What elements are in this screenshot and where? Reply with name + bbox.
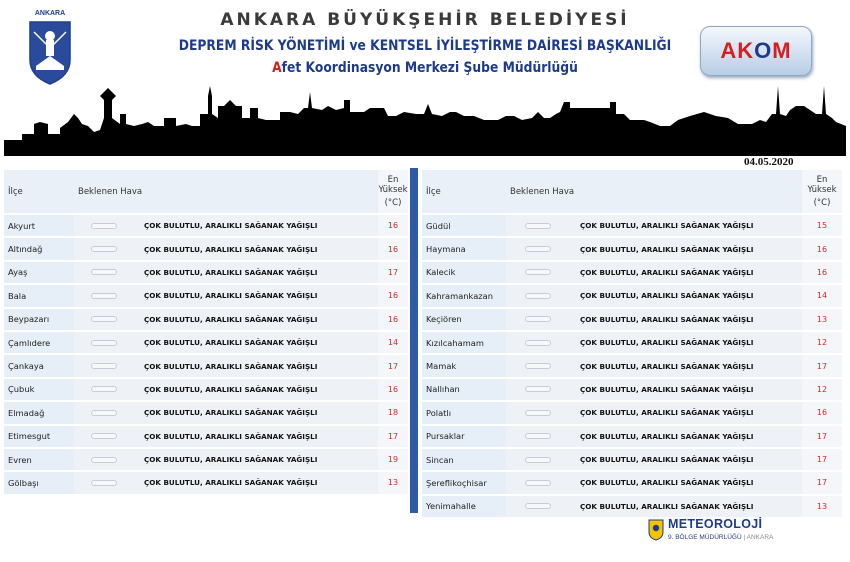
table-row: [422, 261, 842, 284]
cloud-icon: [91, 410, 117, 416]
weather-description: ÇOK BULUTLU, ARALIKLI SAĞANAK YAĞIŞLI: [134, 401, 378, 424]
weather-description: ÇOK BULUTLU, ARALIKLI SAĞANAK YAĞIŞLI: [134, 331, 378, 354]
district-name: Etimesgut: [4, 425, 74, 448]
cloud-icon: [91, 246, 117, 252]
cloud-icon: [525, 246, 551, 252]
weather-description: ÇOK BULUTLU, ARALIKLI SAĞANAK YAĞIŞLI: [134, 448, 378, 471]
weather-icon-cell: [506, 331, 570, 354]
header: [0, 0, 850, 158]
max-temperature: 17: [378, 261, 408, 284]
max-temperature: 14: [378, 331, 408, 354]
district-name: Mamak: [422, 354, 506, 377]
title-department: DEPREM RİSK YÖNETİMİ ve KENTSEL İYİLEŞTİRME DAİRESİ BAŞKANLIĞI: [178, 38, 672, 54]
table-row: [4, 308, 408, 331]
weather-description: ÇOK BULUTLU, ARALIKLI SAĞANAK YAĞIŞLI: [134, 378, 378, 401]
weather-icon-cell: [506, 354, 570, 377]
cloud-icon: [525, 386, 551, 392]
forecast-table-right: [422, 170, 842, 519]
district-name: Çubuk: [4, 378, 74, 401]
table-row: [4, 284, 408, 307]
title-branch-initial: A: [272, 60, 282, 76]
district-name: Gölbaşı: [4, 471, 74, 494]
cloud-icon: [91, 363, 117, 369]
table-row: [4, 425, 408, 448]
table-divider: [410, 168, 418, 513]
max-temperature: 17: [802, 448, 842, 471]
weather-description: ÇOK BULUTLU, ARALIKLI SAĞANAK YAĞIŞLI: [134, 471, 378, 494]
district-name: Kahramankazan: [422, 284, 506, 307]
max-temperature: 17: [802, 471, 842, 494]
weather-icon-cell: [74, 237, 134, 260]
weather-icon-cell: [506, 471, 570, 494]
weather-description: ÇOK BULUTLU, ARALIKLI SAĞANAK YAĞIŞLI: [570, 261, 802, 284]
max-temperature: 16: [378, 284, 408, 307]
cloud-icon: [525, 363, 551, 369]
weather-description: ÇOK BULUTLU, ARALIKLI SAĞANAK YAĞIŞLI: [134, 308, 378, 331]
district-name: Çankaya: [4, 354, 74, 377]
col-weather-header: Beklenen Hava: [506, 170, 802, 214]
weather-icon-cell: [74, 214, 134, 237]
table-row: [4, 448, 408, 471]
max-temperature: 12: [802, 378, 842, 401]
table-row: [422, 284, 842, 307]
title-branch: [51, 60, 799, 76]
col-temp-line3: (°C): [813, 198, 831, 208]
district-name: Bala: [4, 284, 74, 307]
district-name: Çamlıdere: [4, 331, 74, 354]
col-temp-line2: Yüksek: [378, 185, 408, 195]
weather-icon-cell: [506, 214, 570, 237]
max-temperature: 13: [802, 308, 842, 331]
weather-icon-cell: [74, 471, 134, 494]
meteorology-subtitle: 9. BÖLGE MÜDÜRLÜĞÜ | ANKARA: [668, 534, 774, 541]
cloud-icon: [91, 340, 117, 346]
cloud-icon: [91, 223, 117, 229]
col-district-header: İlçe: [422, 170, 506, 214]
weather-description: ÇOK BULUTLU, ARALIKLI SAĞANAK YAĞIŞLI: [570, 237, 802, 260]
cloud-icon: [91, 316, 117, 322]
title-branch-rest: fet Koordinasyon Merkezi Şube Müdürlüğü: [281, 60, 578, 76]
cloud-icon: [91, 457, 117, 463]
weather-icon-cell: [74, 284, 134, 307]
table-row: [4, 378, 408, 401]
weather-icon-cell: [506, 284, 570, 307]
cloud-icon: [525, 223, 551, 229]
akom-o: O: [754, 38, 773, 63]
cloud-icon: [525, 316, 551, 322]
weather-icon-cell: [74, 331, 134, 354]
weather-icon-cell: [506, 237, 570, 260]
district-name: Akyurt: [4, 214, 74, 237]
weather-icon-cell: [74, 448, 134, 471]
district-name: Evren: [4, 448, 74, 471]
table-header-row: [422, 170, 842, 214]
table-row: [422, 308, 842, 331]
cloud-icon: [525, 269, 551, 275]
weather-icon-cell: [506, 448, 570, 471]
cloud-icon: [91, 480, 117, 486]
district-name: Kızılcahamam: [422, 331, 506, 354]
table-row: [422, 237, 842, 260]
forecast-table-left: [4, 170, 408, 496]
cloud-icon: [525, 293, 551, 299]
table-row: [422, 354, 842, 377]
weather-description: ÇOK BULUTLU, ARALIKLI SAĞANAK YAĞIŞLI: [570, 425, 802, 448]
cloud-icon: [525, 457, 551, 463]
weather-description: ÇOK BULUTLU, ARALIKLI SAĞANAK YAĞIŞLI: [570, 284, 802, 307]
akom-a: AK: [720, 38, 755, 63]
max-temperature: 16: [802, 401, 842, 424]
max-temperature: 16: [802, 237, 842, 260]
max-temperature: 16: [378, 378, 408, 401]
weather-icon-cell: [506, 425, 570, 448]
meteorology-branch: 9. BÖLGE MÜDÜRLÜĞÜ: [668, 534, 742, 541]
district-name: Nallıhan: [422, 378, 506, 401]
cloud-icon: [91, 433, 117, 439]
weather-icon-cell: [74, 308, 134, 331]
col-temp-header: [378, 170, 408, 214]
max-temperature: 14: [802, 284, 842, 307]
weather-description: ÇOK BULUTLU, ARALIKLI SAĞANAK YAĞIŞLI: [570, 401, 802, 424]
max-temperature: 16: [802, 261, 842, 284]
meteorology-logo: [648, 517, 788, 547]
table-row: [4, 471, 408, 494]
report-date: 04.05.2020: [744, 156, 794, 168]
title-municipality: ANKARA BÜYÜKŞEHİR BELEDİYESİ: [220, 10, 630, 30]
weather-description: ÇOK BULUTLU, ARALIKLI SAĞANAK YAĞIŞLI: [134, 237, 378, 260]
district-name: Ayaş: [4, 261, 74, 284]
max-temperature: 17: [378, 425, 408, 448]
weather-description: ÇOK BULUTLU, ARALIKLI SAĞANAK YAĞIŞLI: [570, 214, 802, 237]
cloud-icon: [91, 386, 117, 392]
weather-description: ÇOK BULUTLU, ARALIKLI SAĞANAK YAĞIŞLI: [570, 471, 802, 494]
max-temperature: 15: [802, 214, 842, 237]
weather-description: ÇOK BULUTLU, ARALIKLI SAĞANAK YAĞIŞLI: [134, 214, 378, 237]
weather-icon-cell: [74, 425, 134, 448]
table-row: [422, 495, 842, 518]
district-name: Haymana: [422, 237, 506, 260]
max-temperature: 13: [378, 471, 408, 494]
district-name: Güdül: [422, 214, 506, 237]
weather-description: ÇOK BULUTLU, ARALIKLI SAĞANAK YAĞIŞLI: [134, 284, 378, 307]
table-row: [4, 261, 408, 284]
max-temperature: 16: [378, 214, 408, 237]
cloud-icon: [525, 503, 551, 509]
district-name: Şereflikoçhisar: [422, 471, 506, 494]
col-temp-line2: Yüksek: [807, 185, 837, 195]
max-temperature: 16: [378, 237, 408, 260]
district-name: Beypazarı: [4, 308, 74, 331]
weather-description: ÇOK BULUTLU, ARALIKLI SAĞANAK YAĞIŞLI: [134, 261, 378, 284]
meteorology-title: METEOROLOJİ: [668, 517, 763, 531]
district-name: Sincan: [422, 448, 506, 471]
table-row: [422, 448, 842, 471]
akom-m: M: [772, 38, 792, 63]
table-row: [422, 331, 842, 354]
akom-logo: [700, 26, 812, 76]
weather-description: ÇOK BULUTLU, ARALIKLI SAĞANAK YAĞIŞLI: [570, 331, 802, 354]
weather-icon-cell: [506, 261, 570, 284]
table-row: [4, 214, 408, 237]
max-temperature: 17: [378, 354, 408, 377]
col-district-header: İlçe: [4, 170, 74, 214]
col-temp-line1: En: [387, 175, 399, 185]
max-temperature: 17: [802, 425, 842, 448]
weather-icon-cell: [506, 378, 570, 401]
meteorology-city: ANKARA: [746, 534, 774, 541]
col-temp-line3: (°C): [384, 198, 402, 208]
district-name: Kalecik: [422, 261, 506, 284]
max-temperature: 18: [378, 401, 408, 424]
table-row: [4, 401, 408, 424]
table-row: [4, 331, 408, 354]
weather-description: ÇOK BULUTLU, ARALIKLI SAĞANAK YAĞIŞLI: [570, 308, 802, 331]
weather-icon-cell: [74, 378, 134, 401]
cloud-icon: [91, 293, 117, 299]
weather-icon-cell: [506, 495, 570, 518]
table-row: [422, 471, 842, 494]
table-row: [4, 354, 408, 377]
table-header-row: [4, 170, 408, 214]
max-temperature: 16: [378, 308, 408, 331]
max-temperature: 13: [802, 495, 842, 518]
max-temperature: 19: [378, 448, 408, 471]
weather-description: ÇOK BULUTLU, ARALIKLI SAĞANAK YAĞIŞLI: [134, 354, 378, 377]
district-name: Elmadağ: [4, 401, 74, 424]
logo-label: ANKARA: [34, 10, 66, 17]
cloud-icon: [525, 410, 551, 416]
weather-icon-cell: [506, 308, 570, 331]
weather-icon-cell: [74, 261, 134, 284]
table-row: [4, 237, 408, 260]
weather-description: ÇOK BULUTLU, ARALIKLI SAĞANAK YAĞIŞLI: [570, 354, 802, 377]
weather-description: ÇOK BULUTLU, ARALIKLI SAĞANAK YAĞIŞLI: [134, 425, 378, 448]
max-temperature: 17: [802, 354, 842, 377]
meteorology-shield-icon: [648, 519, 664, 541]
district-name: Yenimahalle: [422, 495, 506, 518]
weather-icon-cell: [506, 401, 570, 424]
weather-icon-cell: [74, 354, 134, 377]
district-name: Pursaklar: [422, 425, 506, 448]
weather-description: ÇOK BULUTLU, ARALIKLI SAĞANAK YAĞIŞLI: [570, 495, 802, 518]
district-name: Keçiören: [422, 308, 506, 331]
cloud-icon: [91, 269, 117, 275]
table-row: [422, 378, 842, 401]
table-row: [422, 214, 842, 237]
weather-description: ÇOK BULUTLU, ARALIKLI SAĞANAK YAĞIŞLI: [570, 378, 802, 401]
col-weather-header: Beklenen Hava: [74, 170, 378, 214]
city-skyline-silhouette: [4, 78, 846, 156]
table-row: [422, 425, 842, 448]
district-name: Altındağ: [4, 237, 74, 260]
col-temp-header: [802, 170, 842, 214]
max-temperature: 12: [802, 331, 842, 354]
cloud-icon: [525, 340, 551, 346]
district-name: Polatlı: [422, 401, 506, 424]
weather-icon-cell: [74, 401, 134, 424]
cloud-icon: [525, 433, 551, 439]
cloud-icon: [525, 480, 551, 486]
col-temp-line1: En: [816, 175, 828, 185]
weather-description: ÇOK BULUTLU, ARALIKLI SAĞANAK YAĞIŞLI: [570, 448, 802, 471]
table-row: [422, 401, 842, 424]
